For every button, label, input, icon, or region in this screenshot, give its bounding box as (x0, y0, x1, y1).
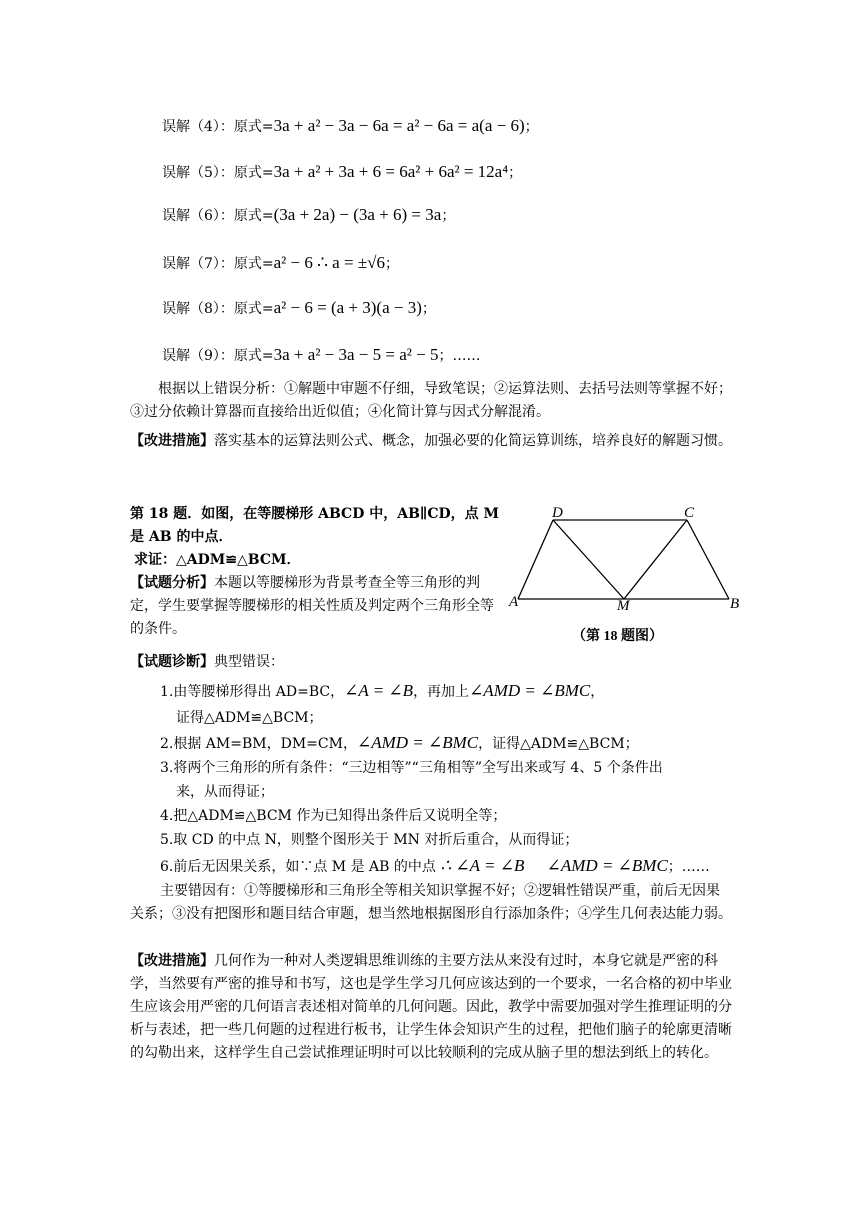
error-analysis: 根据以上错误分析：①解题中审题不仔细，导致笔误；②运算法则、去括号法则等掌握不好；③过分依赖计算器而直接给出近似值；④化简计算与因式分解混淆。 (130, 381, 732, 420)
improvement-1: 【改进措施】落实基本的运算法则公式、概念，加强必要的化简运算训练，培养良好的解题习惯。 (130, 433, 732, 449)
diag-item-1b: 证得△ADM≌△BCM； (176, 710, 323, 726)
segment-dm (553, 520, 624, 599)
label-b: B (730, 596, 740, 612)
diag-item-3: 3.将两个三角形的所有条件：“三边相等”“三角相等”全写出来或写 4、5 个条件出 (160, 760, 663, 776)
diag-item-4: 4.把△ADM≌△BCM 作为已知得出条件后又说明全等； (160, 808, 507, 824)
diag-item-5: 5.取 CD 的中点 N，则整个图形关于 MN 对折后重合，从而得证； (160, 832, 579, 848)
error-expr: 3a + a² + 3a + 6 = 6a² + 6a² = 12a⁴ (273, 162, 509, 181)
label-c: C (684, 505, 695, 521)
label-d: D (552, 505, 563, 521)
segment-bc (687, 520, 729, 599)
diag-item-2: 2.根据 AM=BM，DM=CM，∠AMD = ∠BMC，证得△ADM≌△BCM； (160, 733, 639, 752)
q18-main-errors: 主要错因有：①等腰梯形和三角形全等相关知识掌握不好；②逻辑性错误严重，前后无因果关系；③没有把图形和题目结合审题，想当然地根据图形自行添加条件；④学生几何表达能力弱。 (130, 883, 732, 922)
q18-prove: 求证：△ADM≌△BCM． (134, 552, 301, 568)
figure-caption: （第 18 题图） (572, 629, 663, 644)
q18-diagnosis-head: 【试题诊断】典型错误： (130, 654, 284, 670)
diag-item-3b: 来，从而得证； (176, 784, 274, 800)
error-line-7: 误解（7）：原式=a² − 6 ∴ a = ±√6； (162, 253, 399, 272)
error-line-4: 误解（4）：原式=3a + a² − 3a − 6a = a² − 6a = a(a − 6)； (162, 116, 539, 135)
error-line-6: 误解（6）：原式=(3a + 2a) − (3a + 6) = 3a； (162, 205, 456, 224)
diag-item-6: 6.前后无因果关系，如∵点 M 是 AB 的中点 ∴ ∠A = ∠B ∠AMD = ∠BMC；…… (160, 856, 710, 875)
error-line-9: 误解（9）：原式=3a + a² − 3a − 5 = a² − 5；…… (162, 345, 481, 364)
label-m: M (617, 598, 630, 614)
q18-title: 第 18 题．如图，在等腰梯形 ABCD 中，AB∥CD，点 M 是 AB 的中点． (130, 506, 499, 545)
error-expr: (3a + 2a) − (3a + 6) = 3a (273, 205, 442, 224)
error-expr: 3a + a² − 3a − 5 = a² − 5 (273, 345, 439, 364)
q18-analysis: 【试题分析】本题以等腰梯形为背景考查全等三角形的判定，学生要掌握等腰梯形的相关性质及判定两个三角形全等的条件。 (130, 575, 494, 637)
trapezoid-figure (500, 500, 750, 650)
label-a: A (509, 594, 519, 610)
segment-cm (624, 520, 687, 599)
segment-ad (518, 520, 553, 599)
error-line-8: 误解（8）：原式=a² − 6 = (a + 3)(a − 3)； (162, 298, 436, 317)
improvement-tag: 【改进措施】 (130, 433, 214, 449)
q18-improvement: 【改进措施】几何作为一种对人类逻辑思维训练的主要方法从来没有过时，本身它就是严密的科学，当然要有严密的推导和书写，这也是学生学习几何应该达到的一个要求，一名合格的初中毕业生应该会用严密的几何语言表述相对简单的几何问题。因此，教学中需要加强对学生推理证明的分析与表述，把一些几何题的过程进行板书，让学生体会知识产生的过程，把他们脑子的轮廓更清晰的勾勒出来，这样学生自己尝试推理证明时可以比较顺利的完成从脑子里的想法到纸上的转化。 (130, 953, 732, 1061)
error-expr: 3a + a² − 3a − 6a = a² − 6a = a(a − 6) (273, 116, 525, 135)
diag-item-1: 1.由等腰梯形得出 AD=BC，∠A = ∠B，再加上∠AMD = ∠BMC， (160, 681, 605, 700)
error-expr: a² − 6 ∴ a = ±√6 (273, 253, 385, 272)
error-expr: a² − 6 = (a + 3)(a − 3) (273, 298, 422, 317)
error-line-5: 误解（5）：原式=3a + a² + 3a + 6 = 6a² + 6a² = 12a⁴； (162, 162, 523, 181)
